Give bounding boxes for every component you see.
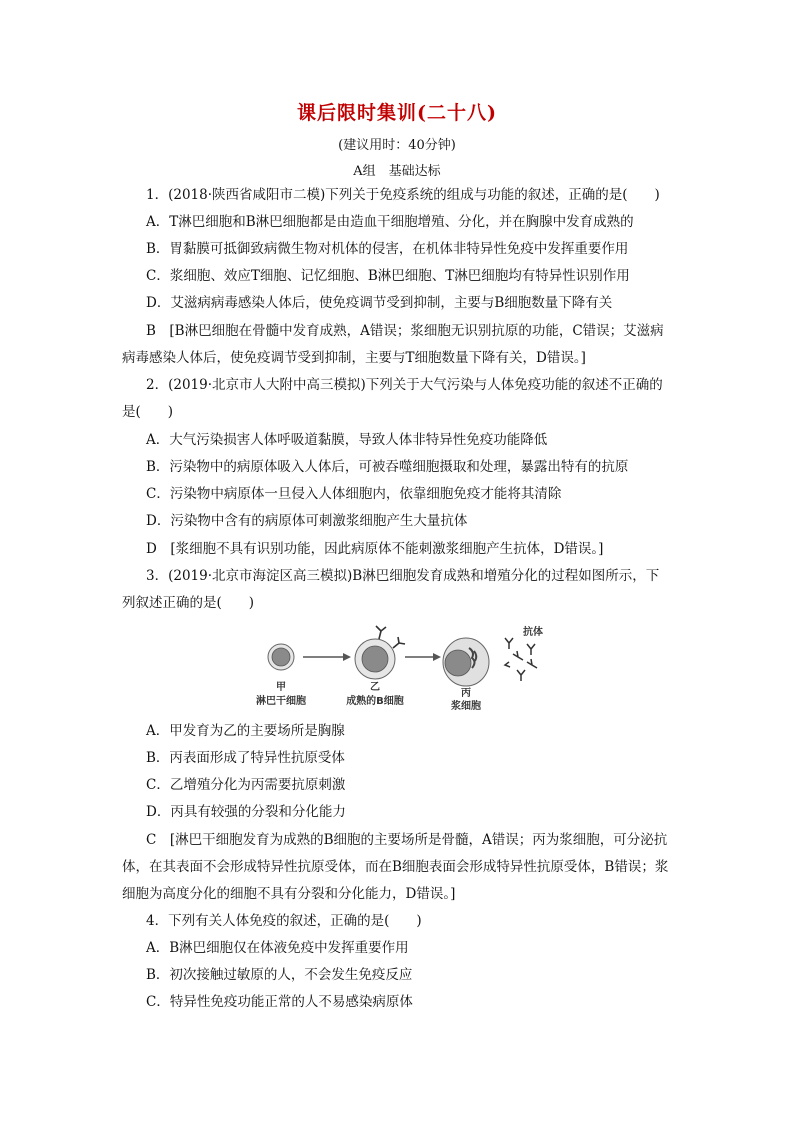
q4-option-b: B．初次接触过敏原的人，不会发生免疫反应 xyxy=(146,967,413,983)
q3-stem-line-1: 3．(2019·北京市海淀区高三模拟)B淋巴细胞发育成熟和增殖分化的过程如图所示，下 xyxy=(146,568,660,584)
q3-answer-line-2: 体，在其表面不会形成特异性抗原受体，而在B细胞表面会形成特异性抗原受体，B错误；浆 xyxy=(122,859,669,875)
cell-bing-desc: 浆细胞 xyxy=(451,701,481,712)
q3-answer-line-1: C [淋巴干细胞发育为成熟的B细胞的主要场所是骨髓，A错误；丙为浆细胞，可分泌抗 xyxy=(146,832,668,848)
q2-option-d: D．污染物中含有的病原体可刺激浆细胞产生大量抗体 xyxy=(146,513,468,529)
q1-stem: 1．(2018·陕西省咸阳市二模)下列关于免疫系统的组成与功能的叙述，正确的是( ) xyxy=(146,187,660,203)
q3-stem-line-2: 列叙述正确的是( ) xyxy=(122,595,255,611)
q3-answer-line-3: 细胞为高度分化的细胞不具有分裂和分化能力，D错误。] xyxy=(122,886,456,902)
arrow-icon xyxy=(303,653,351,661)
q4-option-c: C．特异性免疫功能正常的人不易感染病原体 xyxy=(146,994,413,1010)
q1-option-c: C．浆细胞、效应T细胞、记忆细胞、B淋巴细胞、T淋巴细胞均有特异性识别作用 xyxy=(146,268,630,284)
antibody-icon xyxy=(505,638,537,681)
q2-option-c: C．污染物中病原体一旦侵入人体细胞内，依靠细胞免疫才能将其清除 xyxy=(146,486,562,502)
mature-b-cell xyxy=(355,626,405,679)
q1-option-b: B．胃黏膜可抵御致病微生物对机体的侵害，在机体非特异性免疫中发挥重要作用 xyxy=(146,241,629,257)
cell-yi-name: 乙 xyxy=(370,682,380,693)
q2-option-a: A．大气污染损害人体呼吸道黏膜，导致人体非特异性免疫功能降低 xyxy=(146,432,548,448)
group-heading: A组 基础达标 xyxy=(353,164,441,179)
q2-stem-line-2: 是( ) xyxy=(122,404,174,420)
suggested-time: (建议用时：40分钟) xyxy=(338,138,456,153)
q3-option-c: C．乙增殖分化为丙需要抗原刺激 xyxy=(146,777,346,793)
lymphoid-stem-cell xyxy=(268,644,294,670)
q3-option-a: A．甲发育为乙的主要场所是胸腺 xyxy=(146,723,345,739)
q1-answer-line-2: 病毒感染人体后，使免疫调节受到抑制，主要与T细胞数量下降有关，D错误。] xyxy=(122,350,586,366)
cell-jia-desc: 淋巴干细胞 xyxy=(256,696,306,707)
q4-option-a: A．B淋巴细胞仅在体液免疫中发挥重要作用 xyxy=(146,940,409,956)
cell-jia-name: 甲 xyxy=(276,682,286,693)
q3-option-b: B．丙表面形成了特异性抗原受体 xyxy=(146,750,345,766)
q4-stem: 4．下列有关人体免疫的叙述，正确的是( ) xyxy=(146,913,422,929)
b-cell-development-figure xyxy=(256,626,545,712)
q3-option-d: D．丙具有较强的分裂和分化能力 xyxy=(146,804,346,820)
q1-option-d: D．艾滋病病毒感染人体后，使免疫调节受到抑制，主要与B细胞数量下降有关 xyxy=(146,295,613,311)
antibody-label: 抗体 xyxy=(523,627,543,638)
plasma-cell xyxy=(443,638,489,686)
arrow-icon xyxy=(405,653,441,661)
q2-option-b: B．污染物中的病原体吸入人体后，可被吞噬细胞摄取和处理，暴露出特有的抗原 xyxy=(146,459,629,475)
cell-bing-name: 丙 xyxy=(461,688,471,699)
q1-option-a: A．T淋巴细胞和B淋巴细胞都是由造血干细胞增殖、分化，并在胸腺中发育成熟的 xyxy=(146,214,634,230)
cell-yi-desc: 成熟的B细胞 xyxy=(346,696,404,707)
page-title: 课后限时集训(二十八) xyxy=(297,102,497,124)
q1-answer-line-1: B [B淋巴细胞在骨髓中发育成熟，A错误；浆细胞无识别抗原的功能，C错误；艾滋病 xyxy=(146,323,664,339)
q2-answer: D [浆细胞不具有识别功能，因此病原体不能刺激浆细胞产生抗体，D错误。] xyxy=(146,541,604,557)
q2-stem-line-1: 2．(2019·北京市人大附中高三模拟)下列关于大气污染与人体免疫功能的叙述不正确的 xyxy=(146,377,663,393)
